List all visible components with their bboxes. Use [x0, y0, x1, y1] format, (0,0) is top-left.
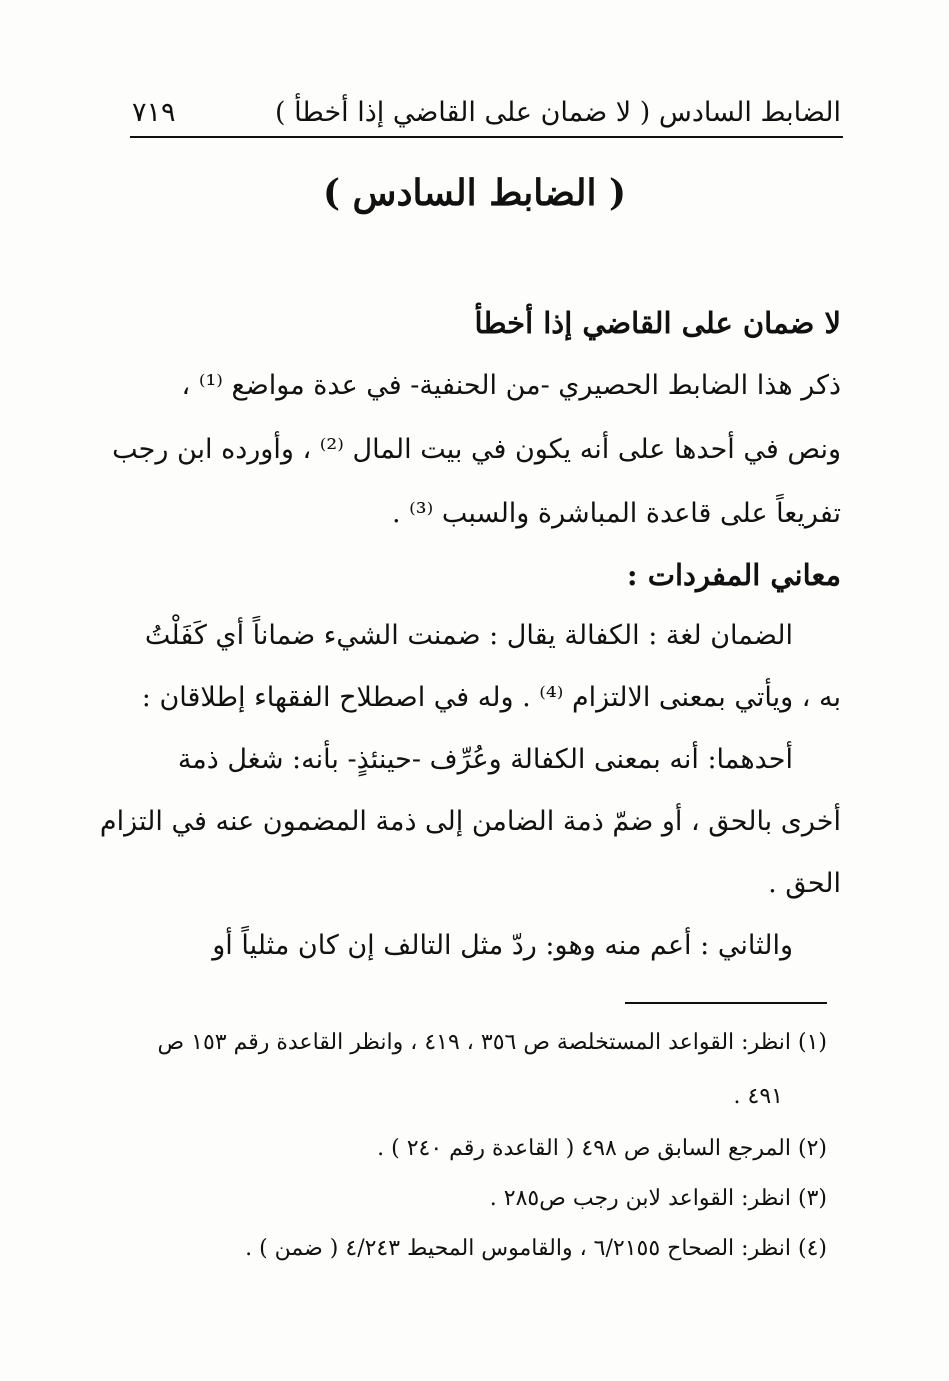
running-title: الضابط السادس ( لا ضمان على القاضي إذا أخطأ ): [274, 97, 841, 128]
body-line: والثاني : أعم منه وهو: ردّ مثل التالف إن كان مثلياً أو: [212, 930, 793, 961]
body-line: أحدهما: أنه بمعنى الكفالة وعُرِّف -حينئذٍ- بأنه: شغل ذمة: [177, 744, 793, 775]
header-divider: [130, 136, 843, 138]
footnote-1: (١) انظر: القواعد المستخلصة ص ٣٥٦ ، ٤١٩ ، وانظر القاعدة رقم ١٥٣ ص: [157, 1030, 827, 1055]
body-line: الحق .: [768, 868, 841, 899]
body-line: ذكر هذا الضابط الحصيري -من الحنفية- في عدة مواضع ⁽¹⁾ ،: [181, 370, 841, 401]
body-line: الضمان لغة : الكفالة يقال : ضمنت الشيء ضماناً أي كَفَلْتُ: [144, 620, 793, 651]
body-line: به ، ويأتي بمعنى الالتزام ⁽⁴⁾ . وله في اصطلاح الفقهاء إطلاقان :: [141, 682, 841, 713]
footnote-divider: [625, 1002, 827, 1004]
footnote-1-continued: ٤٩١ .: [733, 1084, 783, 1109]
subheading-vocabulary: معاني المفردات :: [626, 558, 841, 592]
running-header: [132, 78, 841, 128]
page-number: ٧١٩: [132, 97, 176, 128]
footnote-4: (٤) انظر: الصحاح ٦/٢١٥٥ ، والقاموس المحيط ٤/٢٤٣ ( ضمن ) .: [245, 1236, 827, 1261]
footnote-2: (٢) المرجع السابق ص ٤٩٨ ( القاعدة رقم ٢٤٠ ) .: [377, 1136, 827, 1161]
body-line: تفريعاً على قاعدة المباشرة والسبب ⁽³⁾ .: [391, 498, 841, 529]
body-line: ونص في أحدها على أنه يكون في بيت المال ⁽²⁾ ، وأورده ابن رجب: [112, 434, 841, 465]
rule-heading: لا ضمان على القاضي إذا أخطأ: [474, 306, 841, 340]
body-line: أخرى بالحق ، أو ضمّ ذمة الضامن إلى ذمة المضمون عنه في التزام: [99, 806, 841, 837]
section-title: ( الضابط السادس ): [322, 172, 627, 214]
footnote-3: (٣) انظر: القواعد لابن رجب ص٢٨٥ .: [489, 1186, 827, 1211]
